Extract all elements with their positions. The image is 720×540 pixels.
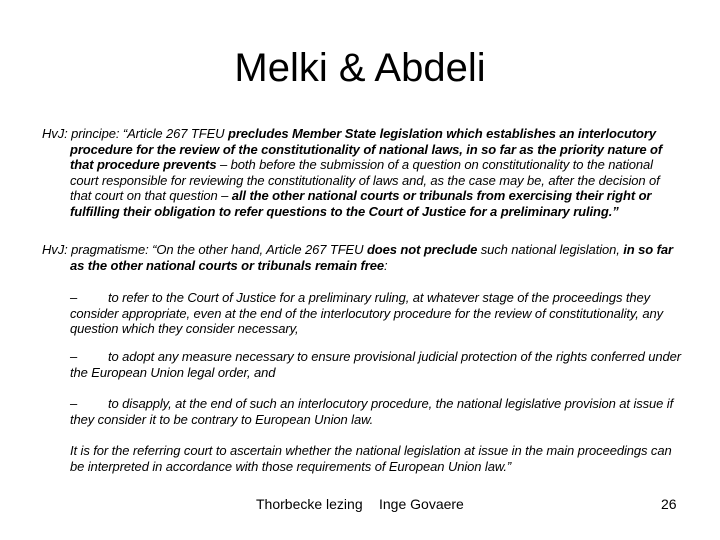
paragraph-pragmatism (42, 242, 682, 273)
paragraph-pragmatism-bold-1: does not preclude (366, 242, 478, 257)
paragraph-pragmatism-end: : (384, 257, 388, 273)
list-item-text: to disapply, at the end of such an interlocutory procedure, the national legislative provision at issue if they consider it to be contrary to European Union law. (70, 396, 674, 427)
slide-title: Melki & Abdeli (234, 46, 486, 90)
dash-marker: – (70, 396, 78, 411)
list-item-text: to adopt any measure necessary to ensure provisional judicial protection of the rights conferred under the European Union legal order, and (70, 349, 681, 380)
paragraph-pragmatism-lead: HvJ: pragmatisme: “On the other hand, Article 267 TFEU (42, 242, 367, 257)
list-item-text: to refer to the Court of Justice for a preliminary ruling, at whatever stage of the proceedings they consider appropriate, even at the end of the interlocutory procedure for the review of constitutionality, any question which they consider necessary, (70, 290, 663, 337)
list-item (70, 349, 682, 380)
footer-event: Thorbecke lezing (256, 496, 363, 512)
footer-author: Inge Govaere (379, 496, 464, 512)
paragraph-pragmatism-middle: such national legislation, (477, 242, 624, 257)
paragraph-principle-lead: HvJ: principe: “Article 267 TFEU (42, 126, 228, 141)
list-item (70, 396, 682, 427)
paragraph-principle-middle: – both before the submission of a question on constitutionality to the national court responsible for reviewing the constitutionality of laws and, as the case may be, after the decision of that court on that question – (70, 157, 660, 204)
paragraph-pragmatism-bold-2: in so far as the other national courts or tribunals remain free (70, 242, 673, 273)
list-item (70, 290, 682, 337)
closing-paragraph: It is for the referring court to ascertain whether the national legislation at issue in the main proceedings can be interpreted in accordance with those requirements of European Union law.” (70, 443, 672, 474)
paragraph-principle (42, 126, 682, 220)
paragraph-principle-bold-1: precludes Member State legislation which establishes an interlocutory procedure for the review of the constitutionality of national laws, in so far as the priority nature of that procedure prevents (70, 126, 663, 173)
paragraph-principle-bold-2: all the other national courts or tribunals from exercising their right or fulfilling their obligation to refer questions to the Court of Justice for a preliminary ruling.” (70, 188, 652, 219)
dash-marker: – (70, 349, 78, 364)
dash-marker: – (70, 290, 78, 305)
page-number: 26 (661, 496, 677, 512)
